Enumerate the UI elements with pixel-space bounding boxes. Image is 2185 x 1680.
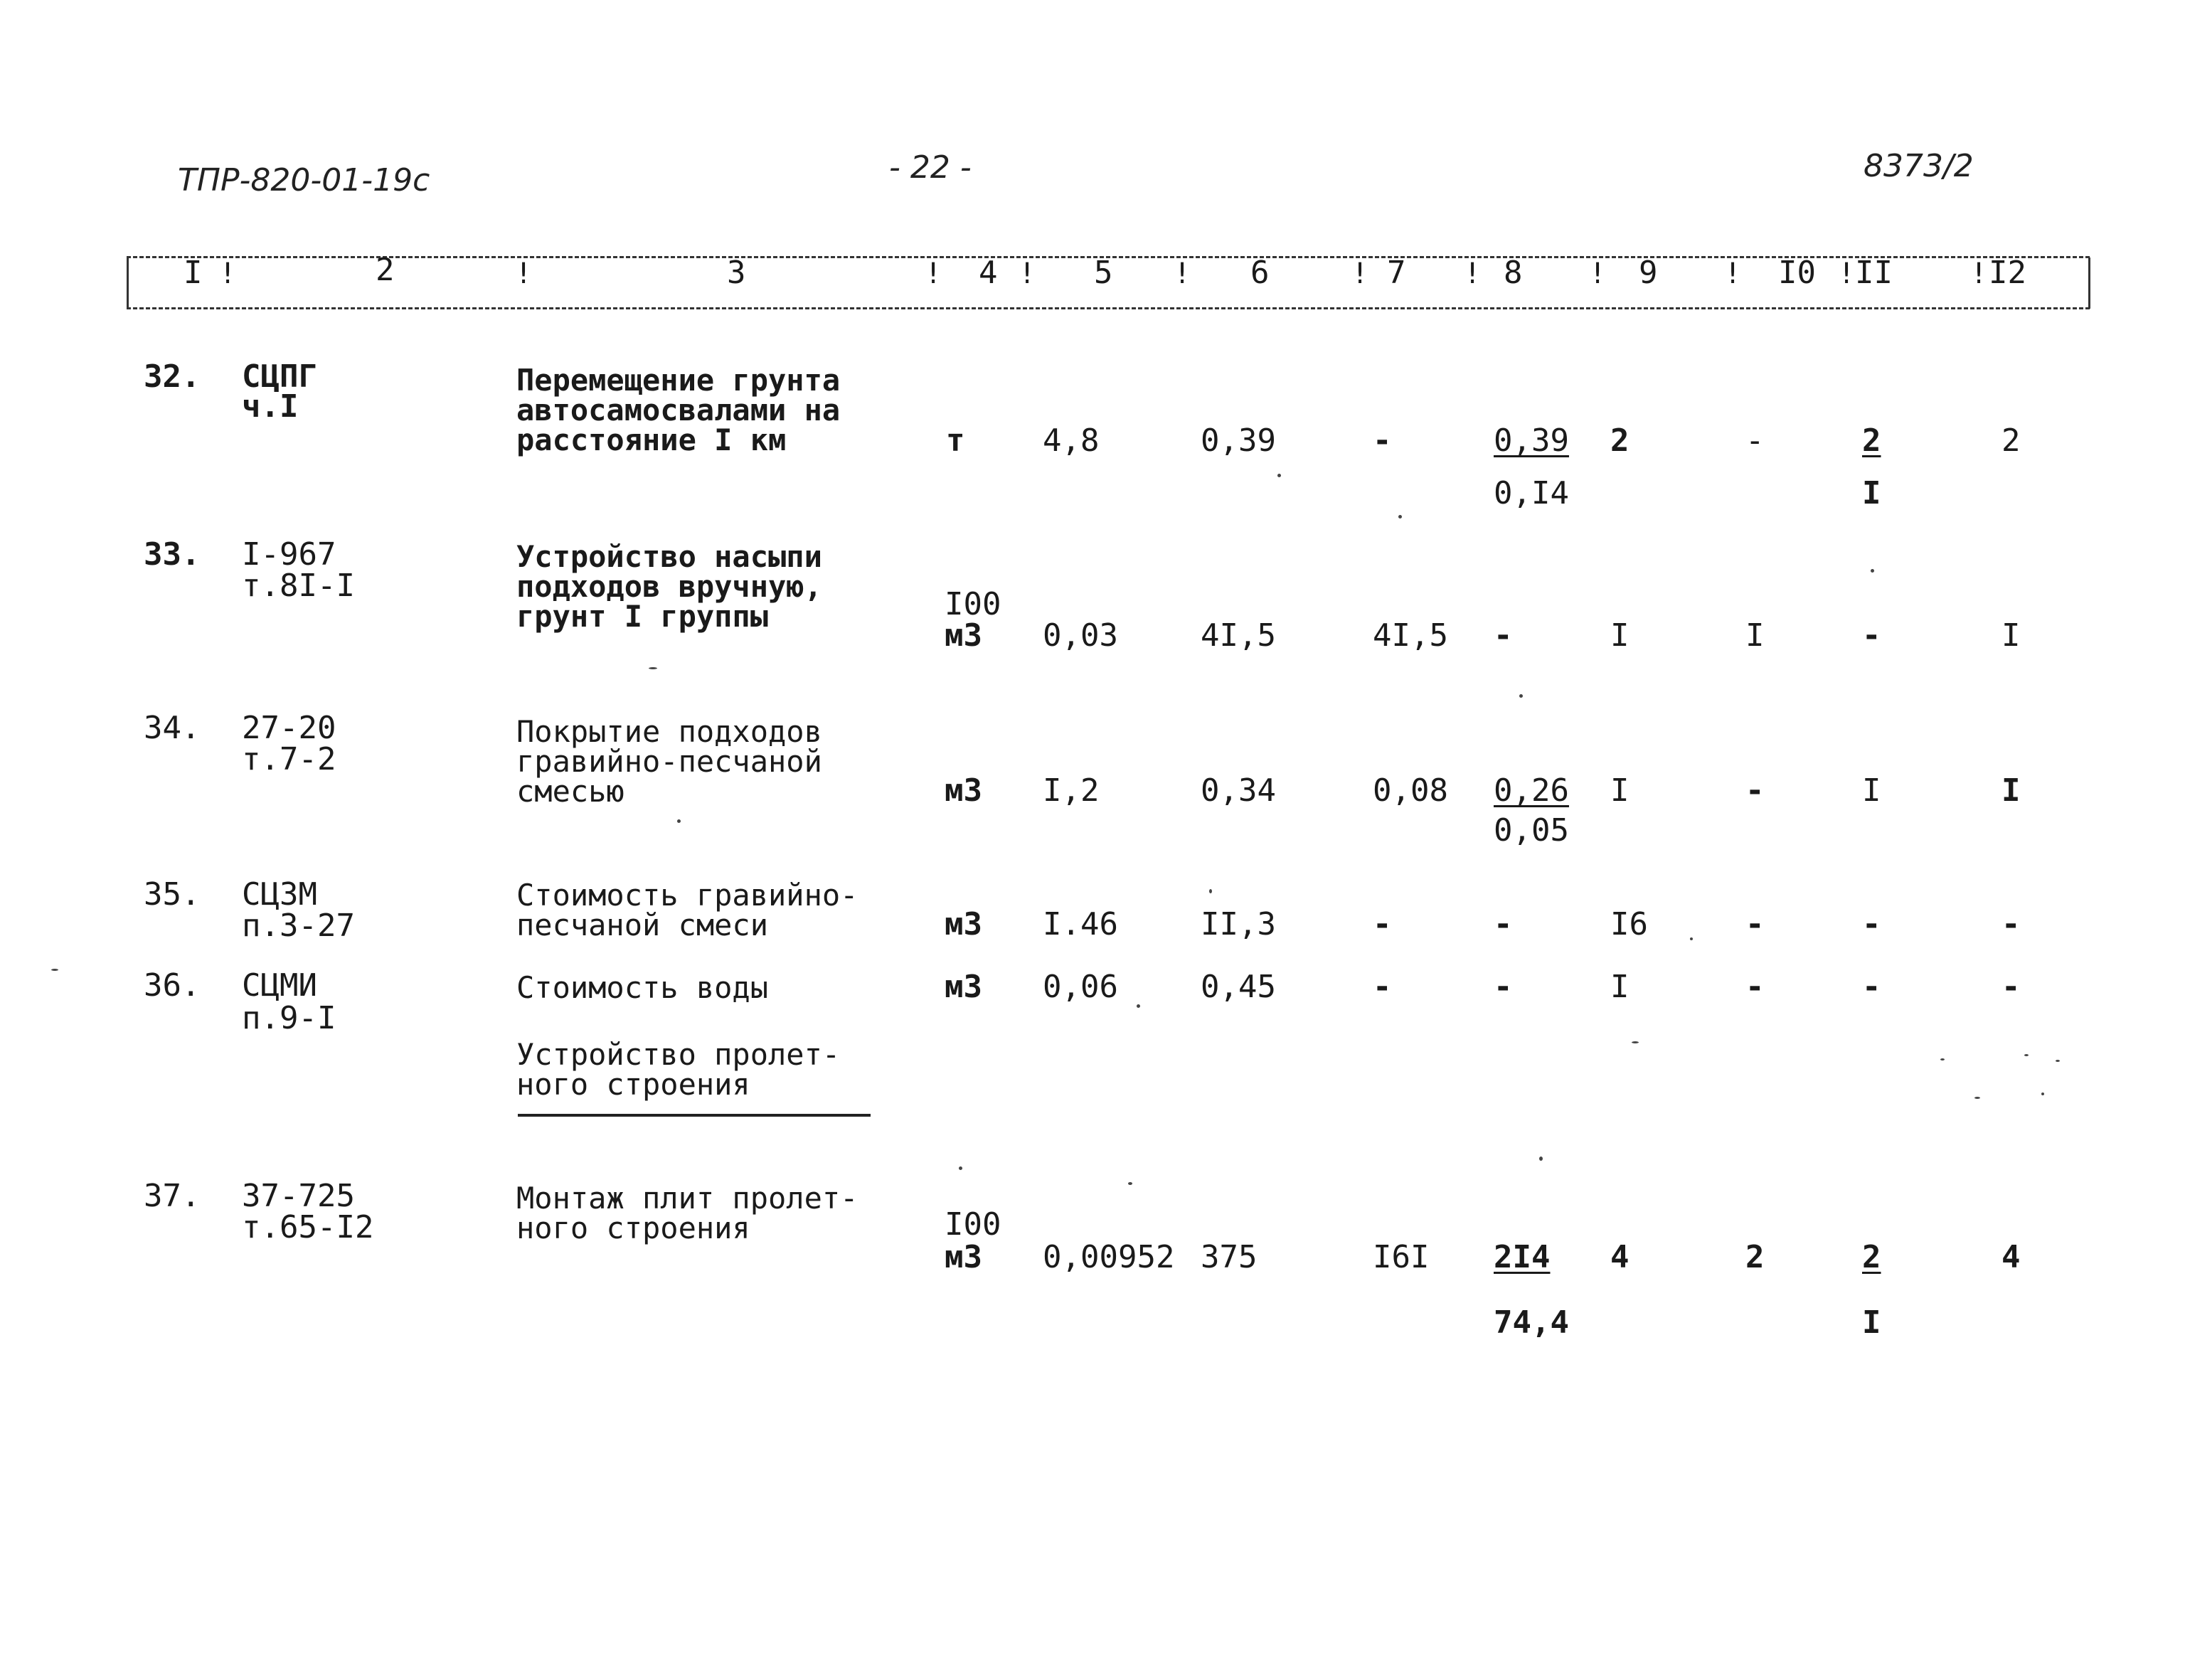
cell-col9: 2 — [1610, 422, 1630, 459]
scan-speck — [1632, 1041, 1639, 1043]
scan-speck — [1539, 1157, 1543, 1161]
row-number: 35. — [144, 876, 201, 913]
scan-speck — [2041, 1092, 2044, 1095]
header-separator: ! — [1174, 257, 1191, 290]
description-line: Стоимость гравийно- — [516, 878, 858, 913]
cell-col6: 4I,5 — [1201, 617, 1276, 654]
row-number: 33. — [144, 536, 201, 573]
scan-speck — [1519, 694, 1523, 698]
header-separator: ! — [219, 257, 237, 290]
cell-col8: - — [1494, 969, 1513, 1005]
section-heading-underline — [518, 1114, 871, 1117]
row-number: 37. — [144, 1178, 201, 1214]
cell-col10: I — [1745, 617, 1765, 654]
cell-col9: I6 — [1610, 906, 1648, 942]
cell-col8-top: 0,26 — [1494, 772, 1569, 809]
cell-col7: 0,08 — [1373, 772, 1448, 809]
description-line: грунт I группы — [516, 599, 769, 634]
description-line: Перемещение грунта — [516, 363, 841, 398]
section-heading — [516, 1037, 841, 1102]
col-header-4: 4 — [979, 255, 998, 291]
cell-col12: - — [2001, 906, 2021, 942]
cell-col11-bottom: I — [1862, 475, 1881, 511]
row-code-line: т.65-I2 — [242, 1209, 374, 1245]
scan-speck — [959, 1166, 962, 1170]
cell-col8-top: 0,39 — [1494, 422, 1569, 459]
col-header-8: 8 — [1504, 255, 1523, 291]
cell-unit-top: I00 — [945, 586, 1001, 622]
row-description — [516, 970, 769, 1005]
col-header-12: I2 — [1989, 255, 2026, 291]
section-heading-line: Устройство пролет- — [516, 1037, 841, 1072]
row-number: 36. — [144, 967, 201, 1004]
cell-col7: - — [1373, 422, 1392, 459]
row-code-line: I-967 — [242, 536, 336, 573]
cell-col8-bottom: 0,05 — [1494, 812, 1569, 849]
cell-col12: I — [2001, 772, 2021, 809]
row-number: 32. — [144, 358, 201, 395]
cell-col5: I.46 — [1043, 906, 1118, 942]
cell-col6: 375 — [1201, 1239, 1258, 1275]
header-separator: ! — [1351, 257, 1369, 290]
cell-col6: 0,39 — [1201, 422, 1276, 459]
scan-speck — [2056, 1060, 2060, 1062]
cell-col8: - — [1494, 906, 1513, 942]
cell-col11-bottom: I — [1862, 1304, 1881, 1341]
cell-col7: - — [1373, 906, 1392, 942]
row-code-line: ч.I — [242, 388, 299, 425]
cell-col11-top: 2 — [1862, 422, 1881, 459]
cell-col6: 0,34 — [1201, 772, 1276, 809]
header-separator: ! — [1970, 257, 1988, 290]
cell-col8-bottom: 0,I4 — [1494, 475, 1569, 511]
cell-col9: I — [1610, 617, 1630, 654]
cell-col6: II,3 — [1201, 906, 1276, 942]
cell-col12: 2 — [2001, 422, 2021, 459]
header-separator: ! — [925, 257, 942, 290]
cell-col5: 4,8 — [1043, 422, 1100, 459]
header-separator: ! — [1724, 257, 1742, 290]
cell-col11: I — [1862, 772, 1881, 809]
cell-col12: - — [2001, 969, 2021, 1005]
header-separator: ! — [515, 257, 533, 290]
header-separator: ! — [1589, 257, 1607, 290]
cell-col12: I — [2001, 617, 2021, 654]
row-code-line: п.3-27 — [242, 908, 355, 944]
description-line: Покрытие подходов — [516, 714, 822, 749]
description-line: песчаной смеси — [516, 908, 769, 942]
cell-col8-bottom: 74,4 — [1494, 1304, 1569, 1341]
scan-speck — [51, 969, 58, 971]
row-number: 34. — [144, 710, 201, 746]
doc-code: ТПР-820-01-19с — [178, 162, 430, 198]
scan-speck — [1690, 937, 1693, 940]
cell-col9: I — [1610, 772, 1630, 809]
col-header-2: 2 — [376, 252, 395, 288]
scan-speck — [1209, 889, 1212, 893]
row-code-line: 37-725 — [242, 1178, 355, 1214]
cell-col10: - — [1745, 906, 1765, 942]
cell-unit-top: I00 — [945, 1206, 1001, 1243]
cell-col5: 0,00952 — [1043, 1239, 1175, 1275]
row-description — [516, 539, 822, 634]
description-line: расстояние I км — [516, 422, 787, 457]
col-header-9: 9 — [1639, 255, 1658, 291]
header-separator: ! — [1464, 257, 1482, 290]
description-line: Стоимость воды — [516, 970, 769, 1005]
description-line: автосамосвалами на — [516, 393, 841, 427]
cell-unit: т — [946, 422, 965, 459]
col-header-10: I0 — [1778, 255, 1816, 291]
cell-col5: 0,03 — [1043, 617, 1118, 654]
scan-speck — [1277, 474, 1281, 477]
row-code-line: 27-20 — [242, 710, 336, 746]
row-code-line: СЦПГ — [242, 358, 317, 395]
cell-unit: м3 — [945, 617, 982, 654]
col-header-11: II — [1855, 255, 1893, 291]
col-header-3: 3 — [727, 255, 746, 291]
header-separator: ! — [1019, 257, 1036, 290]
cell-col5: 0,06 — [1043, 969, 1118, 1005]
row-description — [516, 714, 822, 809]
scan-speck — [1871, 569, 1874, 573]
cell-col10: 2 — [1745, 1239, 1765, 1275]
description-line: смесью — [516, 774, 624, 809]
row-code-line: т.8I-I — [242, 568, 355, 604]
description-line: гравийно-песчаной — [516, 744, 822, 779]
scan-speck — [1398, 515, 1402, 519]
cell-col9: 4 — [1610, 1239, 1630, 1275]
row-description — [516, 1181, 858, 1245]
scan-speck — [1974, 1097, 1980, 1099]
row-code-line: СЦМИ — [242, 967, 317, 1004]
description-line: Устройство насыпи — [516, 539, 822, 574]
scan-speck — [2024, 1054, 2029, 1056]
cell-col7: 4I,5 — [1373, 617, 1448, 654]
cell-col11: - — [1862, 906, 1881, 942]
row-code-line: т.7-2 — [242, 741, 336, 777]
scan-speck — [1137, 1004, 1140, 1008]
cell-col5: I,2 — [1043, 772, 1100, 809]
scan-speck — [1128, 1182, 1132, 1185]
cell-col7: I6I — [1373, 1239, 1430, 1275]
row-code-line: СЦЗМ — [242, 876, 317, 913]
cell-col9: I — [1610, 969, 1630, 1005]
cell-col10: - — [1745, 422, 1765, 459]
description-line: Монтаж плит пролет- — [516, 1181, 858, 1216]
scan-speck — [649, 667, 657, 669]
scan-speck — [677, 819, 681, 823]
description-line: подходов вручную, — [516, 569, 822, 604]
cell-unit: м3 — [945, 969, 982, 1005]
col-header-1: I — [184, 255, 203, 291]
cell-unit: м3 — [945, 1239, 982, 1275]
sheet-reference: 8373/2 — [1864, 148, 1974, 184]
col-header-5: 5 — [1094, 255, 1113, 291]
col-header-6: 6 — [1250, 255, 1270, 291]
cell-col10: - — [1745, 969, 1765, 1005]
cell-unit: м3 — [945, 906, 982, 942]
cell-col6: 0,45 — [1201, 969, 1276, 1005]
cell-col8: - — [1494, 617, 1513, 654]
row-description — [516, 878, 858, 942]
description-line: ного строения — [516, 1211, 750, 1245]
cell-col8-top: 2I4 — [1494, 1239, 1551, 1275]
cell-col11: - — [1862, 969, 1881, 1005]
header-separator: ! — [1838, 257, 1856, 290]
scan-speck — [1940, 1058, 1945, 1060]
cell-col10: - — [1745, 772, 1765, 809]
row-description — [516, 363, 841, 457]
page-number: - 22 - — [889, 149, 972, 186]
cell-col11: - — [1862, 617, 1881, 654]
section-heading-line: ного строения — [516, 1067, 750, 1102]
cell-unit: м3 — [945, 772, 982, 809]
cell-col7: - — [1373, 969, 1392, 1005]
row-code-line: п.9-I — [242, 1000, 336, 1036]
col-header-7: 7 — [1387, 255, 1406, 291]
cell-col12: 4 — [2001, 1239, 2021, 1275]
cell-col11-top: 2 — [1862, 1239, 1881, 1275]
